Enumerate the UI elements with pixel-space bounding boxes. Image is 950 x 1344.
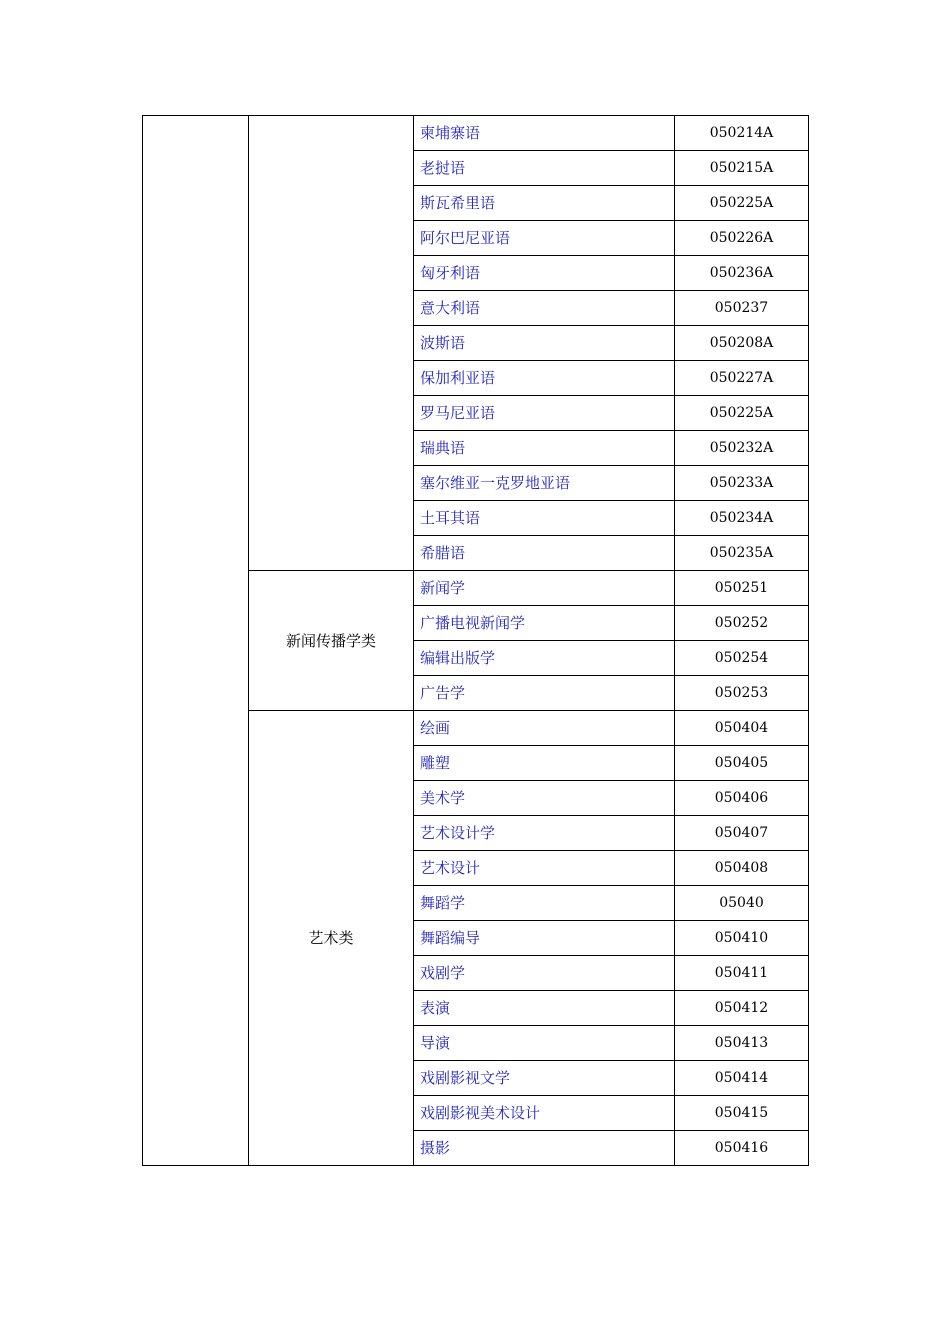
major-code-cell: 050411 xyxy=(675,956,809,991)
major-name-cell: 表演 xyxy=(414,991,675,1026)
major-name-cell: 绘画 xyxy=(414,711,675,746)
major-name-cell: 老挝语 xyxy=(414,151,675,186)
major-code-cell: 050227A xyxy=(675,361,809,396)
major-code-cell: 050236A xyxy=(675,256,809,291)
major-code-cell: 050404 xyxy=(675,711,809,746)
major-code-cell: 050252 xyxy=(675,606,809,641)
major-code-cell: 050214A xyxy=(675,116,809,151)
major-code-cell: 050208A xyxy=(675,326,809,361)
major-name-cell: 雕塑 xyxy=(414,746,675,781)
major-name-cell: 意大利语 xyxy=(414,291,675,326)
major-code-cell: 050225A xyxy=(675,186,809,221)
major-name-cell: 阿尔巴尼亚语 xyxy=(414,221,675,256)
major-name-cell: 瑞典语 xyxy=(414,431,675,466)
major-name-cell: 柬埔寨语 xyxy=(414,116,675,151)
major-code-cell: 050413 xyxy=(675,1026,809,1061)
major-name-cell: 戏剧影视美术设计 xyxy=(414,1096,675,1131)
major-name-cell: 编辑出版学 xyxy=(414,641,675,676)
major-code-cell: 050407 xyxy=(675,816,809,851)
majors-table-body xyxy=(143,116,809,1166)
major-code-cell: 050410 xyxy=(675,921,809,956)
major-code-cell: 050414 xyxy=(675,1061,809,1096)
major-code-cell: 050408 xyxy=(675,851,809,886)
major-name-cell: 波斯语 xyxy=(414,326,675,361)
major-code-cell: 050225A xyxy=(675,396,809,431)
major-name-cell: 广播电视新闻学 xyxy=(414,606,675,641)
major-name-cell: 美术学 xyxy=(414,781,675,816)
major-code-cell: 050406 xyxy=(675,781,809,816)
category-cell-foreign-languages xyxy=(249,116,414,571)
discipline-cell xyxy=(143,116,249,1166)
category-cell-arts: 艺术类 xyxy=(249,711,414,1166)
major-name-cell: 新闻学 xyxy=(414,571,675,606)
major-code-cell: 050237 xyxy=(675,291,809,326)
major-name-cell: 戏剧学 xyxy=(414,956,675,991)
major-name-cell: 希腊语 xyxy=(414,536,675,571)
major-code-cell: 05040 xyxy=(675,886,809,921)
major-name-cell: 土耳其语 xyxy=(414,501,675,536)
major-name-cell: 广告学 xyxy=(414,676,675,711)
major-name-cell: 塞尔维亚一克罗地亚语 xyxy=(414,466,675,501)
major-code-cell: 050251 xyxy=(675,571,809,606)
major-name-cell: 斯瓦希里语 xyxy=(414,186,675,221)
major-code-cell: 050233A xyxy=(675,466,809,501)
major-code-cell: 050416 xyxy=(675,1131,809,1166)
major-code-cell: 050254 xyxy=(675,641,809,676)
major-name-cell: 摄影 xyxy=(414,1131,675,1166)
major-name-cell: 保加利亚语 xyxy=(414,361,675,396)
major-code-cell: 050215A xyxy=(675,151,809,186)
major-name-cell: 艺术设计 xyxy=(414,851,675,886)
major-code-cell: 050253 xyxy=(675,676,809,711)
major-name-cell: 匈牙利语 xyxy=(414,256,675,291)
major-code-cell: 050232A xyxy=(675,431,809,466)
major-code-cell: 050234A xyxy=(675,501,809,536)
major-name-cell: 艺术设计学 xyxy=(414,816,675,851)
major-name-cell: 罗马尼亚语 xyxy=(414,396,675,431)
category-cell-journalism: 新闻传播学类 xyxy=(249,571,414,711)
majors-table xyxy=(142,115,809,1166)
major-name-cell: 导演 xyxy=(414,1026,675,1061)
major-name-cell: 舞蹈学 xyxy=(414,886,675,921)
major-name-cell: 舞蹈编导 xyxy=(414,921,675,956)
major-code-cell: 050405 xyxy=(675,746,809,781)
major-code-cell: 050235A xyxy=(675,536,809,571)
major-code-cell: 050412 xyxy=(675,991,809,1026)
table-row xyxy=(143,116,809,151)
major-code-cell: 050226A xyxy=(675,221,809,256)
major-code-cell: 050415 xyxy=(675,1096,809,1131)
major-name-cell: 戏剧影视文学 xyxy=(414,1061,675,1096)
